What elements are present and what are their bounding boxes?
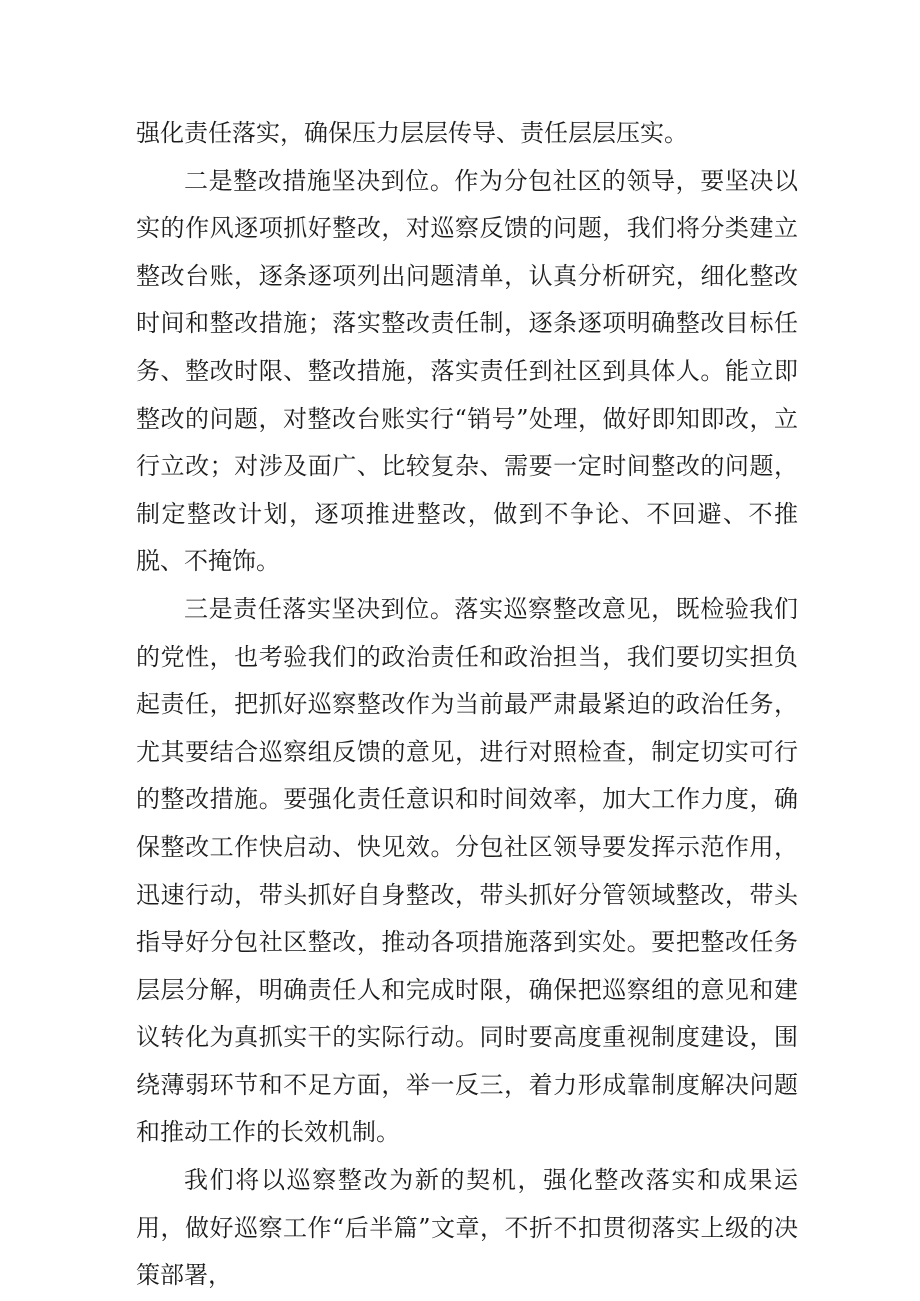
paragraph-responsibility-implementation: 三是责任落实坚决到位。落实巡察整改意见，既检验我们的党性，也考验我们的政治责任和政治担当，我们要切实担负起责任，把抓好巡察整改作为当前最严肃最紧迫的政治任务，尤其要结合巡察组反馈的意见，进行对照检查，制定切实可行的整改措施。要强化责任意识和时间效率，加大工作力度，确保整改工作快启动、快见效。分包社区领导要发挥示范作用，迅速行动，带头抓好自身整改，带头抓好分管领域整改，带头指导好分包社区整改，推动各项措施落到实处。要把整改任务层层分解，明确责任人和完成时限，确保把巡察组的意见和建议转化为真抓实干的实际行动。同时要高度重视制度建设，围绕薄弱环节和不足方面，举一反三，着力形成靠制度解决问题和推动工作的长效机制。 [136,594,798,1147]
paragraph-continuation: 强化责任落实，确保压力层层传导、责任层层压实。 [136,119,688,147]
paragraph-conclusion: 我们将以巡察整改为新的契机，强化整改落实和成果运用，做好巡察工作“后半篇”文章，不折不扣贯彻落实上级的决策部署， [136,1166,798,1290]
document-body [136,110,798,1300]
paragraph-rectification-measures: 二是整改措施坚决到位。作为分包社区的领导，要坚决以实的作风逐项抓好整改，对巡察反馈的问题，我们将分类建立整改台账，逐条逐项列出问题清单，认真分析研究，细化整改时间和整改措施；落实整改责任制，逐条逐项明确整改目标任务、整改时限、整改措施，落实责任到社区到具体人。能立即整改的问题，对整改台账实行“销号”处理，做好即知即改，立行立改；对涉及面广、比较复杂、需要一定时间整改的问题，制定整改计划，逐项推进整改，做到不争论、不回避、不推脱、不掩饰。 [136,166,798,576]
